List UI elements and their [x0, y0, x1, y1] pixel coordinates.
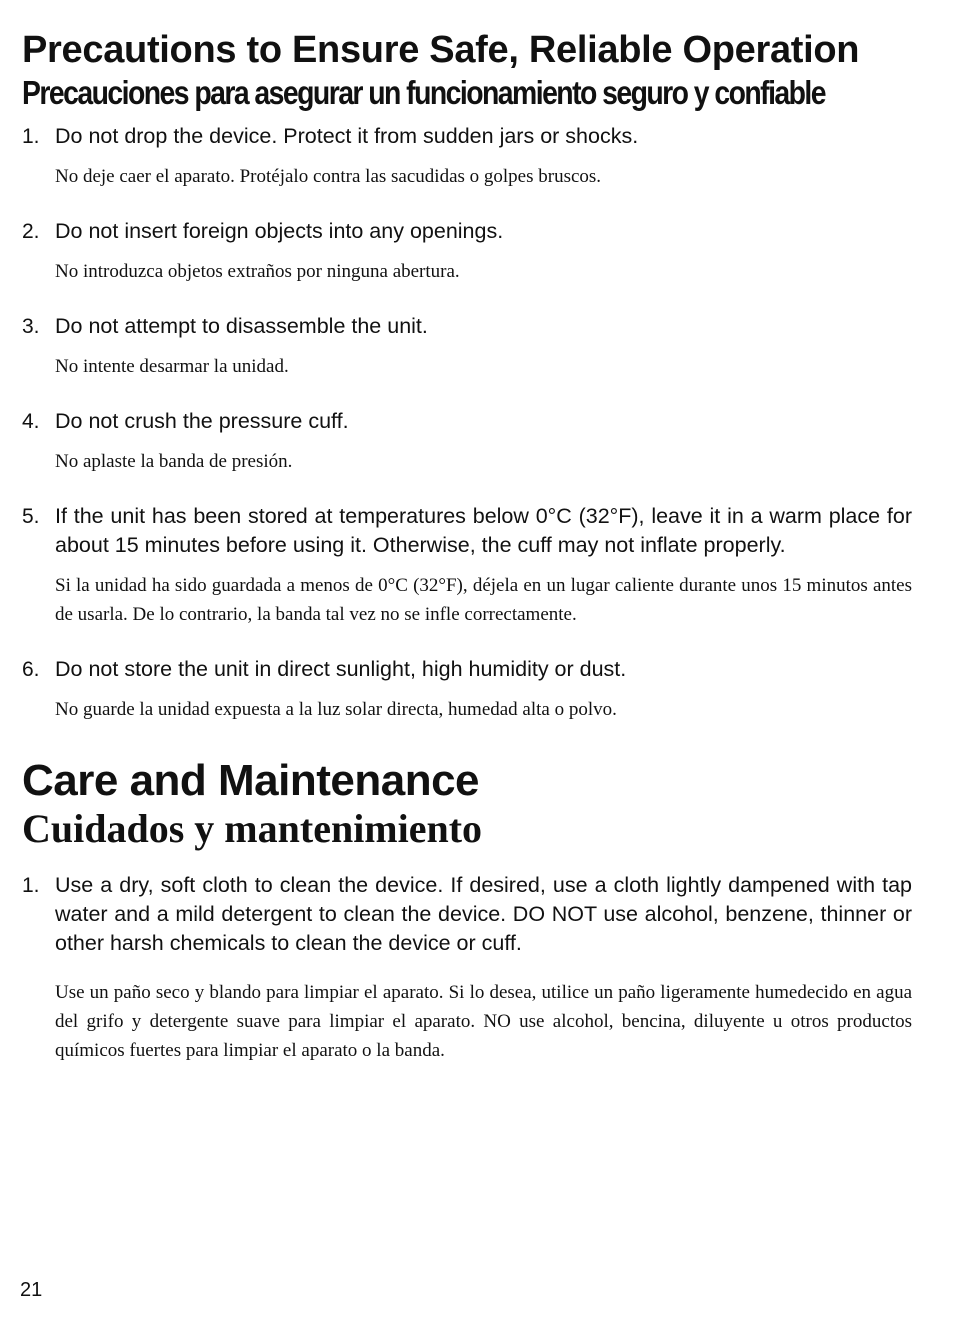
list-item [22, 871, 912, 1065]
item-text-english: Do not attempt to disassemble the unit. [55, 314, 428, 338]
item-text-spanish: Si la unidad ha sido guardada a menos de 0°C (32°F), déjela en un lugar caliente durante unos 15 minutos antes de usarla. De lo contrario, la banda tal vez no se infle correctamente. [55, 575, 912, 625]
care-title-spanish: Cuidados y mantenimiento [22, 806, 483, 851]
list-item [22, 655, 912, 724]
item-text-spanish: No guarde la unidad expuesta a la luz solar directa, humedad alta o polvo. [55, 699, 617, 720]
care-title: Care and Maintenance [22, 756, 480, 805]
precautions-section [22, 28, 912, 724]
item-number: 1. [22, 125, 40, 148]
care-list [22, 871, 912, 1065]
item-text-english: Do not store the unit in direct sunlight, high humidity or dust. [55, 657, 627, 681]
item-text-spanish: No deje caer el aparato. Protéjalo contra las sacudidas o golpes bruscos. [55, 166, 602, 187]
list-item [22, 502, 912, 629]
item-text-spanish: No aplaste la banda de presión. [55, 451, 293, 472]
list-item [22, 407, 912, 476]
item-text-english: If the unit has been stored at temperatures below 0°C (32°F), leave it in a warm place for about 15 minutes before using it. Otherwise, the cuff may not inflate properly. [55, 504, 912, 557]
item-text-english: Do not drop the device. Protect it from sudden jars or shocks. [55, 124, 639, 148]
list-item [22, 217, 912, 286]
item-number: 6. [22, 658, 40, 681]
manual-page [22, 0, 912, 1065]
precautions-title-spanish: Precauciones para asegurar un funcionamiento seguro y confiable [22, 74, 826, 111]
item-number: 5. [22, 505, 40, 528]
item-number: 4. [22, 410, 40, 433]
item-text-spanish: No introduzca objetos extraños por ninguna abertura. [55, 261, 460, 282]
precautions-list [22, 122, 912, 724]
item-text-english: Do not crush the pressure cuff. [55, 409, 349, 433]
page-number: 21 [20, 1279, 43, 1301]
item-text-spanish: Use un paño seco y blando para limpiar el aparato. Si lo desea, utilice un paño ligeramente humedecido en agua del grifo y detergente suave para limpiar el aparato. NO use alcohol, bencina, diluyente u otros productos químicos fuertes para limpiar el aparato o la banda. [55, 982, 912, 1061]
list-item [22, 122, 912, 191]
item-text-english: Use a dry, soft cloth to clean the device. If desired, use a cloth lightly dampened with tap water and a mild detergent to clean the device. DO NOT use alcohol, benzene, thinner or other harsh chemicals to clean the device or cuff. [55, 873, 912, 955]
precautions-title: Precautions to Ensure Safe, Reliable Operation [22, 29, 860, 71]
item-text-spanish: No intente desarmar la unidad. [55, 356, 289, 377]
item-number: 1. [22, 874, 40, 897]
care-section [22, 756, 912, 1065]
item-number: 3. [22, 315, 40, 338]
item-text-english: Do not insert foreign objects into any openings. [55, 219, 504, 243]
item-number: 2. [22, 220, 40, 243]
list-item [22, 312, 912, 381]
